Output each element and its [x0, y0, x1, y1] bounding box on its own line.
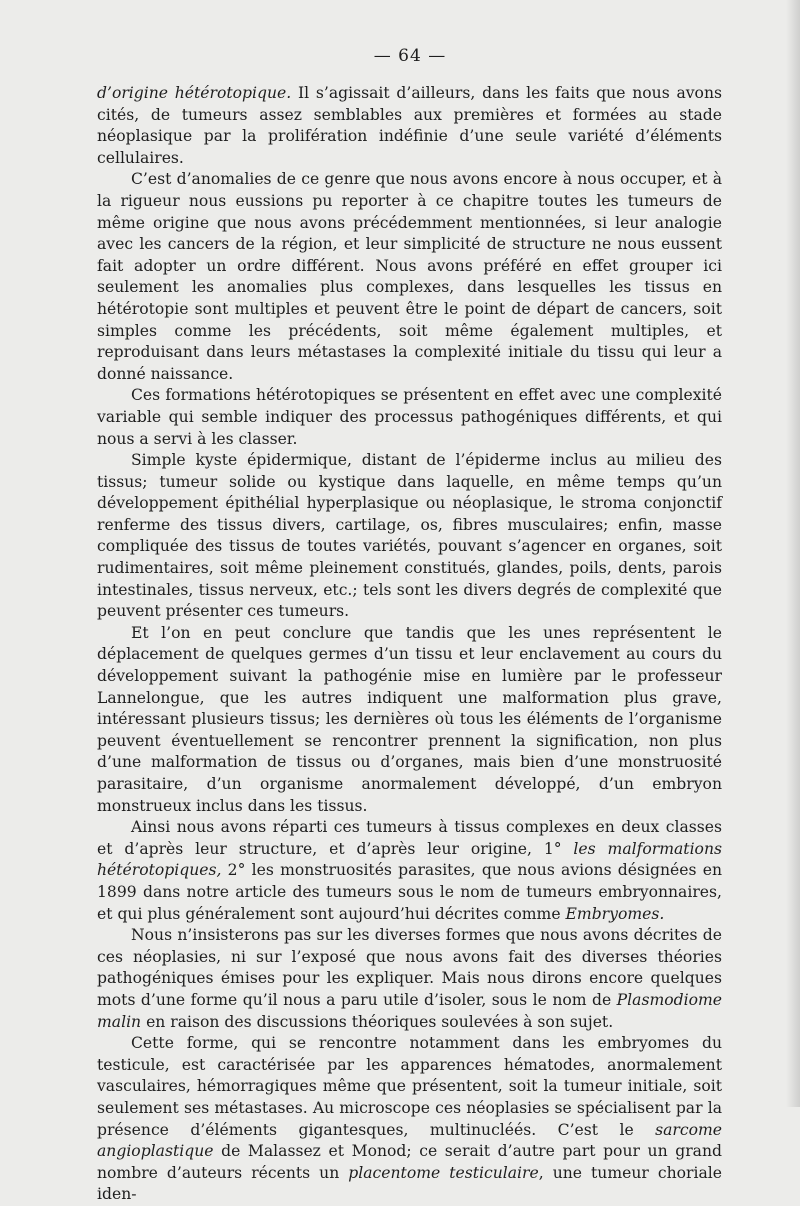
paragraph-1	[97, 83, 722, 169]
paragraph-8	[97, 1033, 722, 1206]
italic-term: les malformations hétérotopiques,	[97, 839, 722, 880]
body-text	[97, 83, 722, 1206]
paragraph-text: Nous n’insisterons pas sur les diverses formes que nous avons décrites de ces néoplasies, ni sur l’exposé que nous avons fait des diverses théories pathogéniques émises pour les expliquer. Mais nous dirons encore quelques mots d’une forme qu’il nous a paru utile d’isoler, sous le nom de	[97, 926, 722, 1009]
paragraph-7	[97, 925, 722, 1033]
paragraph-6	[97, 817, 722, 925]
italic-term: sarcome angioplastique	[97, 1120, 722, 1161]
italic-term: placentome testiculaire	[348, 1163, 539, 1182]
paragraph-text: Ainsi nous avons réparti ces tumeurs à tissus complexes en deux classes et d’après leur structure, et d’après leur origine, 1°	[97, 818, 722, 858]
paragraph-5: Et l’on en peut conclure que tandis que les unes représentent le déplacement de quelques germes d’un tissu et leur enclavement au cours du développement suivant la pathogénie mise en lumière par le professeur Lannelongue, que les autres indiquent une malformation plus grave, intéressant plusieurs tissus; les dernières où tous les éléments de l’organisme peuvent éventuellement se rencontrer prennent la signification, non plus d’une malformation de tissus ou d’organes, mais bien d’une monstruosité parasitaire, d’un organisme anormalement développé, d’un embryon monstrueux inclus dans les tissus.	[97, 623, 722, 815]
page-number: — 64 —	[373, 46, 447, 66]
paragraph-text: en raison des discussions théoriques soulevées à son sujet.	[141, 1012, 614, 1031]
paragraph-text: Cette forme, qui se rencontre notamment dans les embryomes du testicule, est caractérisée par les apparences hématodes, anormalement vasculaires, hémorragiques même que présentent, soit la tumeur initiale, soit seulement ses métastases. Au microscope ces néoplasies se spécialisent par la présence d’éléments gigantesques, multinucléés. C’est le	[97, 1034, 722, 1139]
paragraph-text: de Malassez et Monod; ce serait d’autre part pour un grand nombre d’auteurs récents un	[97, 1142, 722, 1182]
paragraph-text: , une tumeur choriale iden-	[97, 1163, 722, 1204]
paragraph-3: Ces formations hétérotopiques se présentent en effet avec une complexité variable qui semble indiquer des processus pathogéniques différents, et qui nous a servi à les classer.	[97, 386, 722, 448]
italic-lead: d’origine hétérotopique.	[97, 84, 292, 102]
paragraph-text: Il s’agissait d’ailleurs, dans les faits que nous avons cités, de tumeurs assez semblables aux premières et formées au stade néoplasique par la prolifération indéfinie d’une seule variété d’éléments cellulaires.	[97, 84, 722, 167]
paragraph-4: Simple kyste épidermique, distant de l’épiderme inclus au milieu des tissus; tumeur solide ou kystique dans laquelle, en même temps qu’un développement épithélial hyperplasique ou néoplasique, le stroma conjonctif renferme des tissus divers, cartilage, os, fibres musculaires; enfin, masse compliquée des tissus de toutes variétés, pouvant s’agencer en organes, soit rudimentaires, soit même pleinement constitués, glandes, poils, dents, parois intestinales, tissus nerveux, etc.; tels sont les divers degrés de complexité que peuvent présenter ces tumeurs.	[97, 451, 722, 621]
italic-term: Plasmodiome malin	[97, 990, 722, 1031]
paragraph-2: C’est d’anomalies de ce genre que nous avons encore à nous occuper, et à la rigueur nous eussions pu reporter à ce chapitre toutes les tumeurs de même origine que nous avons précédemment mentionnées, si leur analogie avec les cancers de la région, et leur simplicité de structure ne nous eussent fait adopter un ordre différent. Nous avons préféré en effet grouper ici seulement les anomalies plus complexes, dans lesquelles les tissus en hétérotopie sont multiples et peuvent être le point de départ de cancers, soit simples comme les précédents, soit même également multiples, et reproduisant dans leurs métastases la complexité initiale du tissu qui leur a donné naissance.	[97, 170, 722, 383]
italic-term: Embryomes.	[565, 904, 665, 923]
page-edge-shadow	[786, 0, 800, 1107]
paragraph-text: 2° les monstruosités parasites, que nous avions désignées en 1899 dans notre article des tumeurs sous le nom de tumeurs embryonnaires, et qui plus généralement sont aujourd’hui décrites comme	[97, 861, 722, 923]
